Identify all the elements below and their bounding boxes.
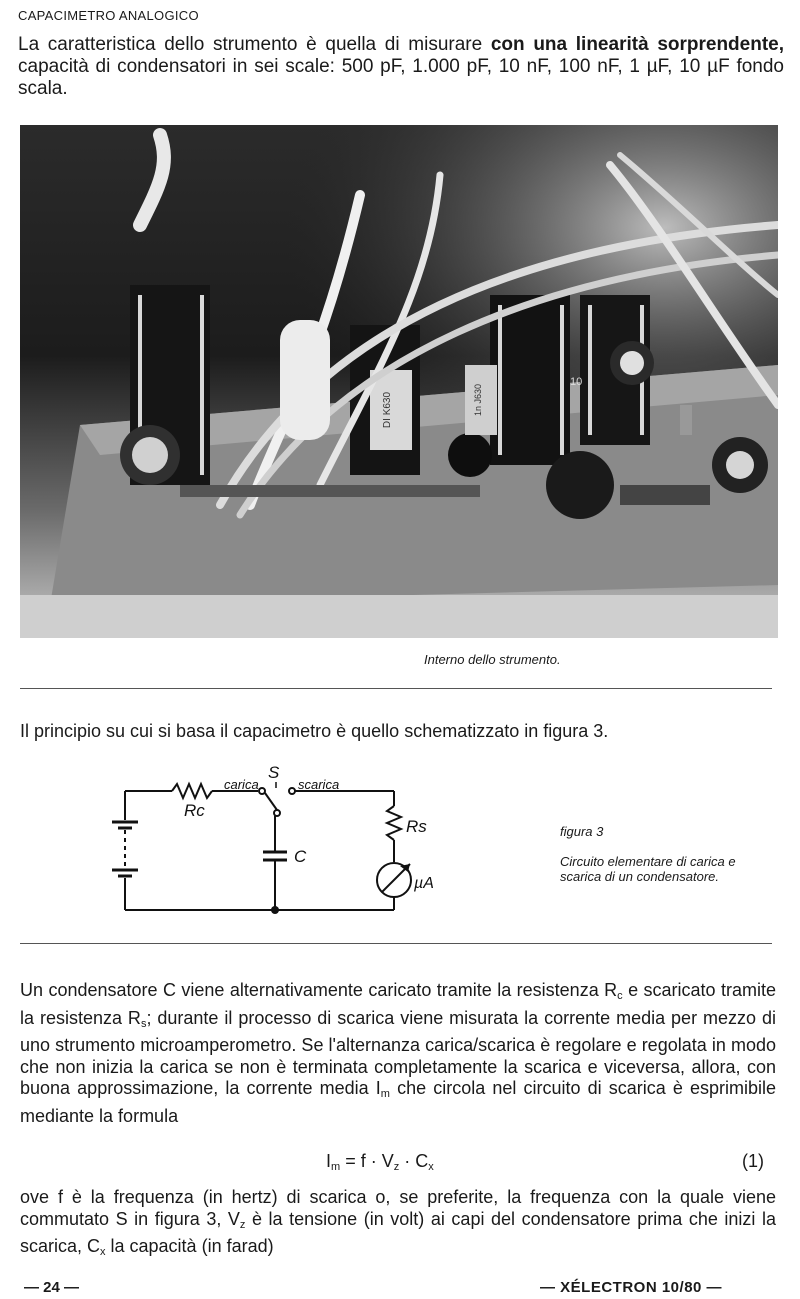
formula-part: I bbox=[326, 1151, 332, 1171]
intro-text-after: capacità di condensatori in sei scale: 500 pF, 1.000 pF, 10 nF, 100 nF, 1 µF, 10 µF fondo scala. bbox=[18, 56, 784, 99]
principle-sentence: Il principio su cui si basa il capacimetro è quello schematizzato in figura 3. bbox=[20, 721, 609, 741]
body-paragraph-1 bbox=[20, 980, 776, 1127]
instrument-interior-photo bbox=[20, 125, 778, 638]
resistor-rc bbox=[172, 784, 212, 798]
circuit-board-photo bbox=[20, 125, 778, 638]
body-paragraph-2 bbox=[20, 1187, 776, 1264]
body-text: ove f è la frequenza (in hertz) di scarica o, se preferite, la frequenza con la quale viene commutato S in figura 3, V bbox=[20, 1187, 776, 1229]
body-text: R bbox=[604, 980, 618, 1000]
body-text: ; durante il processo di scarica viene misurata la corrente media per mezzo di uno strumento microamperometro. Se l'alternanza carica/scarica è regolare e regolata in modo che non inizia la carica se non è terminata completamente la scarica e viceversa, allora, con buona approssimazione, la corrente media I bbox=[20, 1007, 776, 1098]
divider bbox=[20, 943, 772, 944]
circuit-schematic bbox=[100, 760, 460, 920]
subscript: z bbox=[239, 1218, 246, 1231]
component-label-3: 10 bbox=[570, 376, 583, 388]
component-label-1: DI K630 bbox=[382, 391, 393, 429]
body-text: è la tensione (in volt) ai capi del condensatore prima che inizi la scarica, C bbox=[20, 1208, 776, 1256]
photo-caption: Interno dello strumento. bbox=[424, 652, 561, 667]
subscript: m bbox=[331, 1161, 341, 1173]
label-scarica: scarica bbox=[298, 777, 340, 792]
magazine-issue: — XÉLECTRON 10/80 — bbox=[540, 1279, 723, 1296]
intro-bold: con una linearità sorprendente, bbox=[490, 34, 785, 55]
subscript: c bbox=[617, 990, 623, 1002]
formula bbox=[0, 1151, 800, 1175]
subscript: z bbox=[393, 1161, 400, 1173]
formula-part: = f · V bbox=[340, 1151, 394, 1171]
component-label-2: 1n J630 bbox=[473, 383, 483, 417]
subscript: x bbox=[428, 1161, 434, 1173]
label-rs: Rs bbox=[406, 817, 427, 836]
section-header: CAPACIMETRO ANALOGICO bbox=[18, 8, 199, 23]
label-ua: µA bbox=[414, 875, 434, 892]
label-carica: carica bbox=[224, 777, 259, 792]
formula-number: (1) bbox=[742, 1151, 764, 1171]
figure-label: figura 3 bbox=[560, 824, 604, 839]
page-number: — 24 — bbox=[24, 1279, 80, 1296]
intro-paragraph bbox=[18, 34, 784, 100]
subscript: x bbox=[100, 1246, 106, 1258]
label-s: S bbox=[268, 763, 280, 782]
body-text: che circola nel circuito di scarica è esprimibile mediante la formula bbox=[20, 1078, 777, 1126]
body-text: la capacità (in farad) bbox=[105, 1236, 274, 1256]
body-text: Un condensatore C viene alternativamente caricato tramite la resistenza bbox=[20, 980, 599, 1000]
label-rc: Rc bbox=[184, 801, 205, 820]
body-text: e scaricato tramite la resistenza R bbox=[20, 980, 776, 1028]
label-c: C bbox=[294, 847, 307, 866]
divider bbox=[20, 688, 772, 689]
subscript: s bbox=[140, 1017, 147, 1030]
figure-description: Circuito elementare di carica e scarica di un condensatore. bbox=[560, 854, 736, 884]
subscript: m bbox=[380, 1088, 390, 1100]
formula-part: · C bbox=[399, 1151, 429, 1171]
formula-expression bbox=[326, 1151, 434, 1173]
intro-text: La caratteristica dello strumento è quella di misurare bbox=[18, 34, 491, 55]
